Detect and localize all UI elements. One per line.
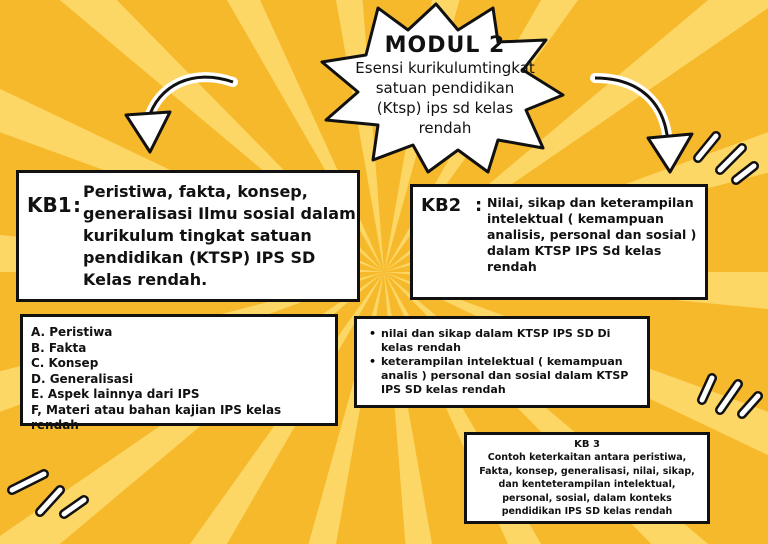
kb1-item: C. Konsep	[31, 356, 99, 370]
module-subtitle-line: (Ktsp) ips sd kelas	[376, 99, 514, 117]
accent-dash-icon	[4, 460, 94, 520]
module-subtitle-line: rendah	[418, 119, 472, 137]
kb2-item-line: IPS SD kelas rendah	[381, 383, 506, 396]
kb1-title-line: Kelas rendah.	[83, 270, 208, 289]
kb1-title-line: Peristiwa, fakta, konsep,	[83, 182, 308, 201]
module-subtitle-line: Esensi kurikulumtingkat	[355, 59, 535, 77]
kb1-item: D. Generalisasi	[31, 371, 134, 386]
kb2-colon: :	[475, 195, 483, 216]
accent-dash-icon	[690, 128, 760, 188]
kb1-item: B. Fakta	[31, 340, 87, 355]
kb2-item-line: keterampilan intelektual ( kemampuan	[381, 355, 623, 368]
kb1-title	[83, 181, 358, 291]
kb3-line: dan kenteterampilan intelektual,	[498, 479, 676, 490]
kb1-title-line: pendidikan (KTSP) IPS SD	[83, 248, 316, 267]
kb1-item: A. Peristiwa	[31, 325, 113, 339]
curved-arrow-right-icon	[590, 68, 700, 178]
kb2-title-line: analisis, personal dan sosial )	[487, 227, 697, 242]
module-subtitle-line: satuan pendidikan	[375, 79, 515, 97]
kb3-label: KB 3	[574, 439, 600, 450]
kb2-label: KB2	[421, 195, 462, 216]
kb2-item	[369, 355, 639, 397]
kb2-title-line: intelektual ( kemampuan	[487, 211, 664, 226]
kb3-box	[464, 432, 710, 524]
kb2-box	[410, 184, 708, 300]
kb1-items-box	[20, 314, 338, 432]
bullet-icon: •	[369, 355, 377, 368]
kb1-title-line: generalisasi Ilmu sosial dalam	[83, 204, 356, 223]
module-title: MODUL 2	[384, 33, 506, 58]
kb2-item	[369, 327, 639, 355]
kb2-item-line: nilai dan sikap dalam KTSP IPS SD Di	[381, 327, 611, 340]
kb3-line: Contoh keterkaitan antara peristiwa,	[487, 452, 687, 463]
bullet-icon: •	[369, 327, 377, 340]
kb2-title-line: Nilai, sikap dan keterampilan	[487, 195, 694, 210]
kb2-item-line: kelas rendah	[381, 341, 461, 354]
accent-dash-icon	[694, 370, 764, 420]
kb3-line: personal, sosial, dalam konteks	[502, 492, 672, 504]
kb1-item: E. Aspek lainnya dari IPS	[31, 387, 200, 401]
kb1-box	[16, 170, 360, 302]
kb1-label: KB1	[27, 193, 72, 217]
kb3-line: Fakta, konsep, generalisasi, nilai, sikap,	[479, 465, 695, 477]
module-header	[330, 34, 560, 138]
kb2-title	[487, 195, 707, 275]
kb2-title-line: rendah	[487, 259, 537, 274]
kb2-title-line: dalam KTSP IPS Sd kelas	[487, 243, 662, 258]
kb1-title-line: kurikulum tingkat satuan	[83, 226, 312, 245]
kb1-colon: :	[73, 193, 81, 217]
curved-arrow-left-icon	[118, 60, 238, 160]
kb1-item: F, Materi atau bahan kajian IPS kelas rendah	[31, 402, 282, 432]
kb3-line: pendidikan IPS SD kelas rendah	[501, 506, 673, 517]
kb2-item-line: analis ) personal dan sosial dalam KTSP	[381, 369, 629, 382]
kb2-items-box	[354, 316, 650, 408]
